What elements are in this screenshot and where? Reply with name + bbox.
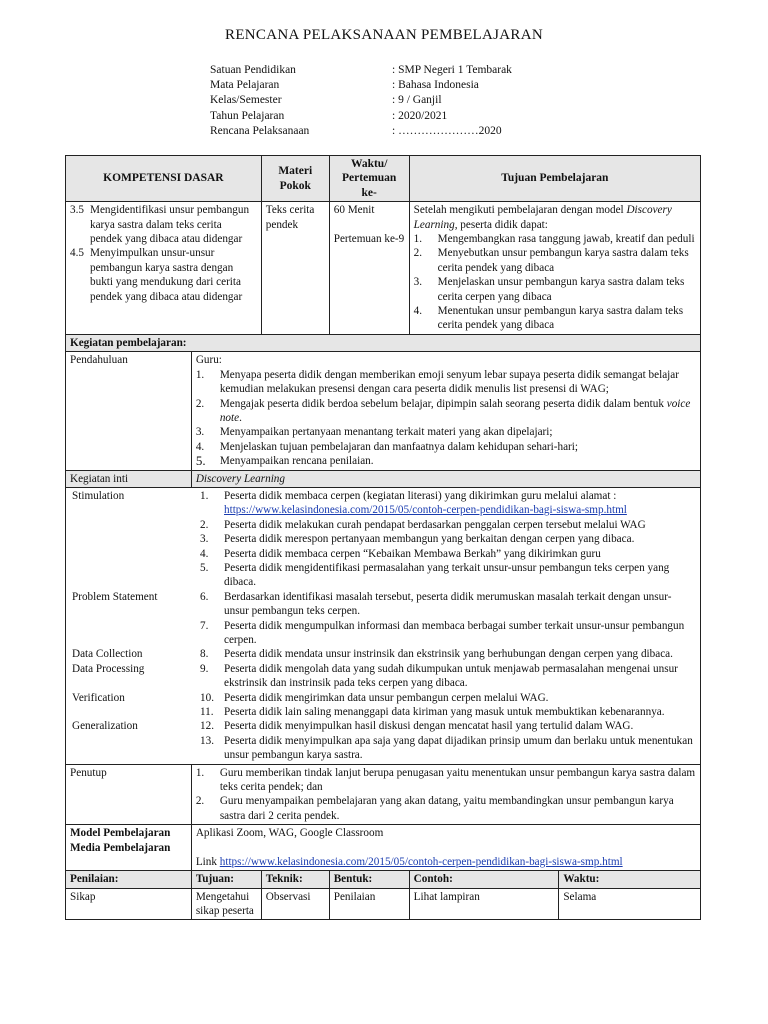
penutup-body: [191, 764, 700, 825]
header-materi: Materi Pokok: [261, 156, 329, 202]
model-media-label: Model Pembelajaran Media Pembelajaran: [66, 825, 192, 871]
document-title: RENCANA PELAKSANAAN PEMBELAJARAN: [225, 27, 543, 43]
sintaks-problem: Problem Statement 6. Berdasarkan identifikasi masalah tersebut, peserta didik merumuskan masalah terkait dengan unsur-unsur pembangun teks cerpen. 7. Peserta didik mengumpulkan informasi dan membaca berbagai sumber terkait unsur-unsur pembangun cerpen.: [72, 590, 696, 648]
list-item: 1. Menyapa peserta didik dengan memberikan emoji senyum lebar supaya peserta didik semangat belajar kemudian melakukan presensi dengan cara peserta didik menulis list presensi di WAG;: [195, 368, 679, 396]
inti-band: [66, 470, 701, 487]
list-item: 3. Menyampaikan pertanyaan menantang terkait materi yang akan dipelajari;: [195, 426, 553, 439]
kd-item: 3.5 Mengidentifikasi unsur pembangun karya sastra dalam teks cerita pendek yang dibaca atau didengar: [70, 204, 250, 246]
header-tujuan: Tujuan Pembelajaran: [409, 156, 700, 202]
list-item: 13. Peserta didik menyimpulkan apa saja yang dapat dijadikan prinsip umum dan berlaku untuk menentukan unsur pembangun karya sastra.: [200, 734, 693, 762]
list-item: 1. Peserta didik membaca cerpen (kegiatan literasi) yang dikirimkan guru melalui alamat : https://www.kelasindonesia.com/2015/05/contoh-cerpen-pendidikan-bagi-siswa-smp.html: [200, 489, 627, 517]
model-media-row: [66, 825, 701, 871]
kd-row: [66, 202, 701, 335]
tujuan-intro: Setelah mengikuti pembelajaran dengan model Discovery Learning, peserta didik dapat:: [413, 204, 672, 231]
list-item: 9. Peserta didik mengolah data yang sudah dikumpukan untuk menjawab permasalahan mengenai unsur ekstrinsik dan instrinsik pada teks cerpen yang dibaca.: [200, 662, 678, 690]
cerpen-link[interactable]: https://www.kelasindonesia.com/2015/05/contoh-cerpen-pendidikan-bagi-siswa-smp.html: [224, 504, 627, 517]
pendahuluan-row: [66, 352, 701, 470]
list-item: 10. Peserta didik mengirimkan data unsur pembangun cerpen melalui WAG.: [200, 691, 549, 704]
materi-cell: Teks cerita pendek: [261, 202, 329, 335]
header-waktu: Waktu/ Pertemuan ke-: [329, 156, 409, 202]
sintaks-verification: Verification 10. Peserta didik mengirimkan data unsur pembangun cerpen melalui WAG. 11. Peserta didik lain saling menanggapi data kiriman yang masuk untuk membuktikan kebenarannya.: [72, 691, 696, 720]
list-item: 4. Menentukan unsur pembangun karya sastra dalam teks cerita pendek yang dibaca: [413, 305, 684, 332]
identity-row: Tahun Pelajaran : 2020/2021: [210, 109, 448, 122]
list-item: 8. Peserta didik mendata unsur instrinsik dan ekstrinsik yang berhubungan dengan cerpen yang dibaca.: [200, 648, 673, 661]
identity-row: Rencana Pelaksanaan : …………………2020: [210, 124, 502, 137]
inti-body: [66, 487, 701, 764]
penutup-row: [66, 764, 701, 825]
waktu-cell: 60 Menit Pertemuan ke-9: [329, 202, 409, 335]
model-media-body: Aplikasi Zoom, WAG, Google Classroom Link https://www.kelasindonesia.com/2015/05/contoh-cerpen-pendidikan-bagi-siswa-smp.html: [191, 825, 700, 871]
pendahuluan-body: Guru: 1. Menyapa peserta didik dengan memberikan emoji senyum lebar supaya peserta didik semangat belajar kemudian melakukan presensi dengan cara peserta didik menulis list presensi di WAG; 2. Mengajak peserta didik berdoa sebelum belajar, dipimpin salah seorang peserta didik dalam bentuk voice note. 3. Menyampaikan pertanyaan menantang terkait materi yang akan dipelajari; 4. Menjelaskan tujuan pembelajaran dan manfaatnya dalam kehidupan sehari-hari; 5. Menyampaikan rencana penilaian.: [191, 352, 700, 470]
sintaks-generalization: Generalization 12. Peserta didik menyimpulkan hasil diskusi dengan mencatat hasil yang tertulid dalam WAG. 13. Peserta didik menyimpulkan apa saja yang dapat dijadikan prinsip umum dan berlaku untuk menentukan unsur pembangun karya sastra.: [72, 719, 696, 762]
identity-row: Satuan Pendidikan : SMP Negeri 1 Tembarak: [210, 64, 512, 76]
list-item: 2. Menyebutkan unsur pembangun karya sastra dalam teks cerita pendek yang dibaca: [413, 247, 689, 274]
header-row: [66, 156, 701, 202]
list-item: 11. Peserta didik lain saling menanggapi data kiriman yang masuk untuk membuktikan kebenarannya.: [200, 706, 665, 719]
sintaks-processing: Data Processing 9. Peserta didik mengolah data yang sudah dikumpukan untuk menjawab permasalahan mengenai unsur ekstrinsik dan instrinsik pada teks cerpen yang dibaca.: [72, 662, 696, 691]
identity-row: Mata Pelajaran : Bahasa Indonesia: [210, 79, 479, 92]
penilaian-header: Penilaian: Tujuan: Teknik: Bentuk: Contoh: Waktu:: [66, 871, 701, 888]
list-item: 1. Mengembangkan rasa tanggung jawab, kreatif dan peduli: [413, 233, 695, 246]
tujuan-list: [414, 232, 696, 333]
list-item: 2. Mengajak peserta didik berdoa sebelum belajar, dipimpin salah seorang peserta didik dalam bentuk voice note.: [195, 397, 691, 424]
identity-row: Kelas/Semester : 9 / Ganjil: [210, 94, 442, 107]
list-item: 1. Guru memberikan tindak lanjut berupa penugasan yaitu menentukan unsur pembangun karya sastra dalam teks cerita pendek; dan: [195, 766, 696, 794]
inti-row: [66, 487, 701, 764]
rpp-table: [65, 155, 701, 920]
list-item: 6. Berdasarkan identifikasi masalah tersebut, peserta didik merumuskan masalah terkait dengan unsur-unsur pembangun teks cerpen.: [200, 590, 672, 618]
list-item: 2. Guru menyampaikan pembelajaran yang akan datang, yaitu membandingkan unsur pembangun karya sastra dari 2 cerita pendek.: [195, 795, 674, 822]
kegiatan-title: Kegiatan pembelajaran:: [66, 334, 701, 351]
list-item: 4. Menjelaskan tujuan pembelajaran dan manfaatnya dalam kehidupan sehari-hari;: [195, 440, 578, 453]
tujuan-cell: [409, 202, 700, 335]
pendahuluan-label: Pendahuluan: [66, 352, 192, 470]
kegiatan-band: [66, 334, 701, 351]
kd-item: 4.5 Menyimpulkan unsur-unsur pembangun karya sastra dengan bukti yang mendukung dari cerita pendek yang dibaca atau didengar: [70, 247, 243, 303]
list-item: 7. Peserta didik mengumpulkan informasi dan membaca berbagai sumber terkait unsur-unsur pembangun cerpen.: [200, 619, 685, 646]
inti-model: Discovery Learning: [191, 470, 700, 487]
list-item: 12. Peserta didik menyimpulkan hasil diskusi dengan mencatat hasil yang tertulid dalam WAG.: [200, 720, 634, 733]
list-item: 3. Peserta didik merespon pertanyaan membangun yang berkaitan dengan cerpen yang dibaca.: [200, 533, 635, 546]
list-item: 2. Peserta didik melakukan curah pendapat berdasarkan penggalan cerpen tersebut melalui WAG: [200, 518, 646, 531]
pendahuluan-list: [196, 368, 696, 469]
penilaian-row: Sikap Mengetahui sikap peserta Observasi Penilaian Lihat lampiran Selama: [66, 888, 701, 920]
media-link[interactable]: https://www.kelasindonesia.com/2015/05/contoh-cerpen-pendidikan-bagi-siswa-smp.html: [219, 855, 623, 868]
list-item: 5. Menyampaikan rencana penilaian.: [195, 453, 374, 469]
kd-cell: [66, 202, 262, 335]
penutup-label: Penutup: [66, 764, 192, 825]
list-item: 3. Menjelaskan unsur pembangun karya sastra dalam teks cerita cerpen yang dibaca: [413, 276, 685, 303]
inti-label: Kegiatan inti: [66, 470, 192, 487]
list-item: 4. Peserta didik membaca cerpen “Kebaikan Membawa Berkah” yang dikirimkan guru: [200, 547, 601, 560]
sintaks-collection: Data Collection 8. Peserta didik mendata unsur instrinsik dan ekstrinsik yang berhubungan dengan cerpen yang dibaca.: [72, 647, 696, 661]
header-kd: KOMPETENSI DASAR: [66, 156, 262, 202]
identity-block: [210, 63, 512, 139]
sintaks-stimulation: Stimulation 1. Peserta didik membaca cerpen (kegiatan literasi) yang dikirimkan guru melalui alamat : https://www.kelasindonesia.com/2015/05/contoh-cerpen-pendidikan-bagi-siswa-smp.html 2. Peserta didik melakukan curah pendapat berdasarkan penggalan cerpen tersebut melalui WAG 3. Peserta didik merespon pertanyaan membangun yang berkaitan dengan cerpen yang dibaca. 4. Peserta didik membaca cerpen “Kebaikan Membawa Berkah” yang dikirimkan guru 5. Peserta didik mengidentifikasi permasalahan yang terkait unsur-unsur pembangun teks cerpen yang dibaca.: [72, 489, 696, 590]
list-item: 5. Peserta didik mengidentifikasi permasalahan yang terkait unsur-unsur pembangun teks cerpen yang dibaca.: [200, 561, 670, 589]
